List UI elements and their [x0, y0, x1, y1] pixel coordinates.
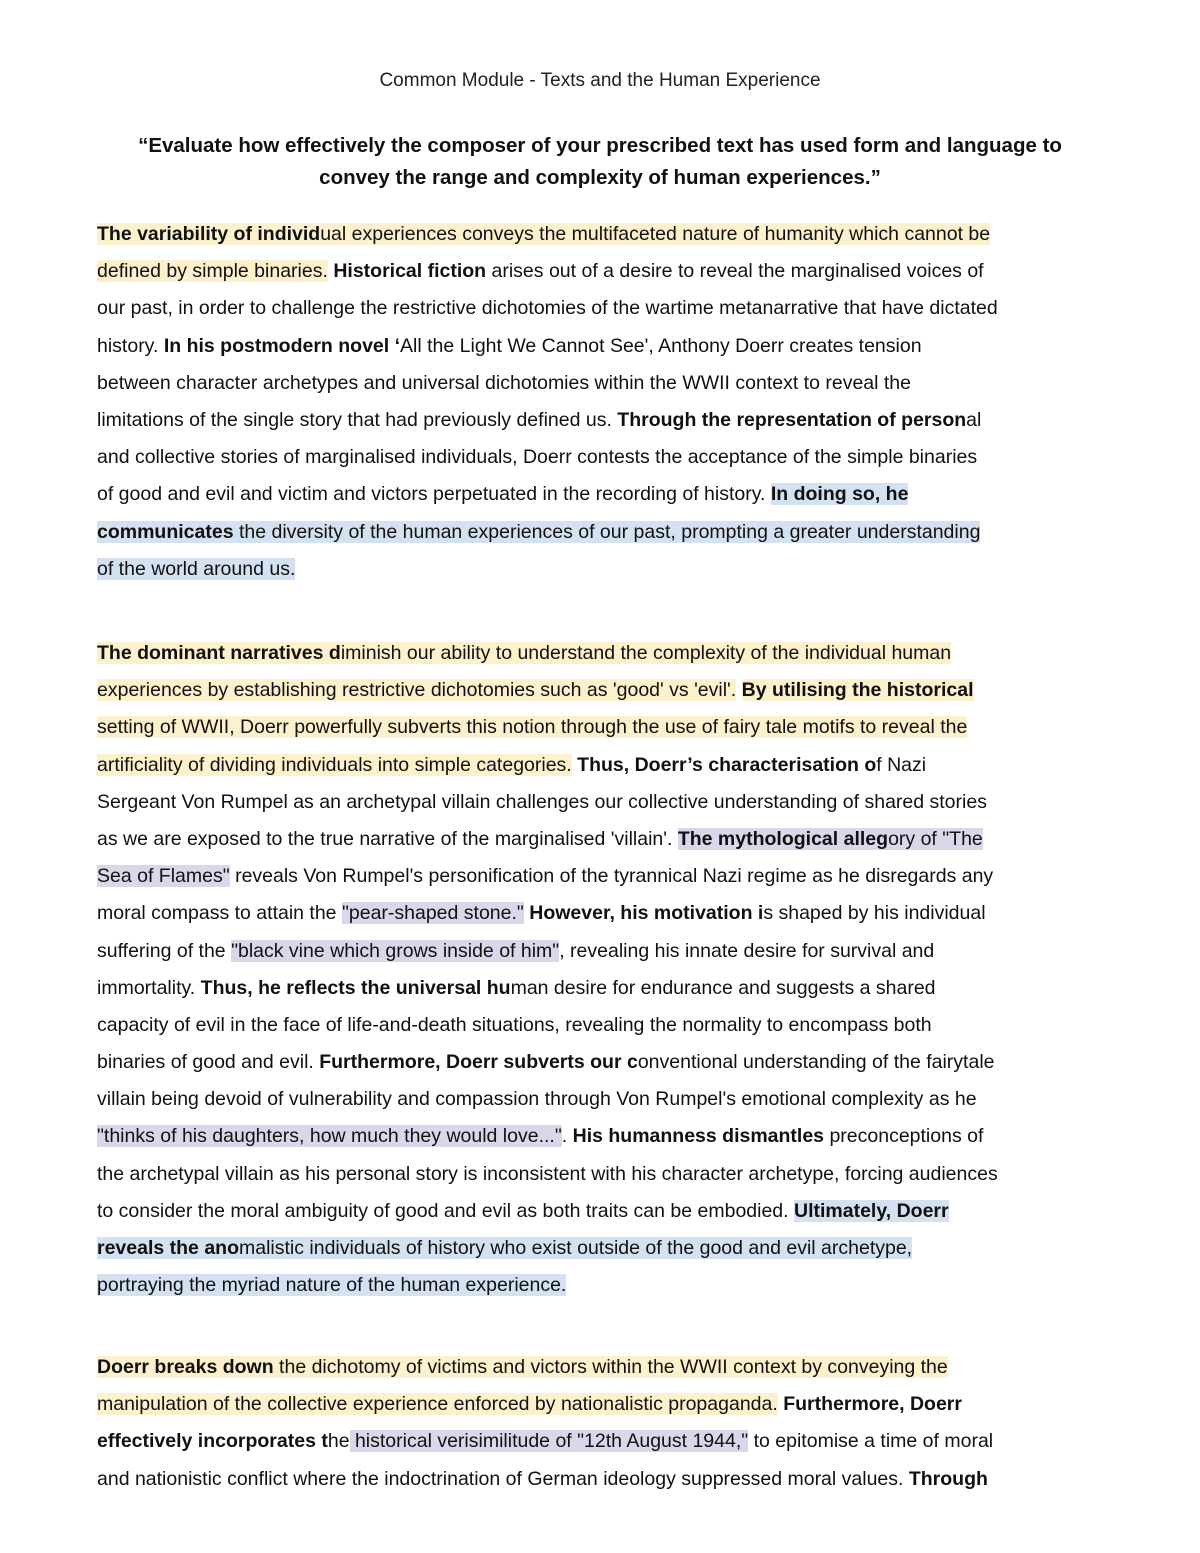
- bold-text: Furthermore, Doerr subverts our c: [319, 1051, 638, 1074]
- highlighted-text: "black vine which grows inside of him": [231, 939, 560, 962]
- highlighted-text: Sea of Flames": [97, 865, 230, 888]
- paragraph-1: [97, 216, 1107, 588]
- text-line: [97, 253, 1107, 290]
- highlighted-text: of the world around us.: [97, 557, 296, 580]
- highlighted-text: artificiality of dividing individuals into simple categories.: [97, 753, 572, 776]
- text-line: [97, 747, 1107, 784]
- highlighted-text: portraying the myriad nature of the human experience.: [97, 1274, 567, 1297]
- text-segment: capacity of evil in the face of life-and-death situations, revealing the normality to encompass both: [97, 1013, 932, 1036]
- bold-text: However, his motivation i: [529, 902, 764, 925]
- text-segment: limitations of the single story that had previously defined us.: [97, 408, 618, 431]
- text-line: [97, 821, 1107, 858]
- bold-text: Through: [908, 1467, 988, 1490]
- text-line: [97, 1044, 1107, 1081]
- bold-text: Furthermore, Doerr: [783, 1393, 962, 1416]
- highlighted-text: malistic individuals of history who exist outside of the good and evil archetype,: [238, 1237, 913, 1259]
- text-line: [97, 1193, 1107, 1230]
- text-line: [97, 514, 1107, 551]
- text-segment: of good and evil and victim and victors perpetuated in the recording of history.: [97, 483, 771, 506]
- text-line: [97, 1007, 1107, 1044]
- text-segment: immortality.: [97, 976, 201, 999]
- text-line: [97, 970, 1107, 1007]
- text-line: [97, 216, 1107, 253]
- bold-text: Thus, he reflects the universal hu: [200, 976, 511, 999]
- highlighted-text: Doerr breaks down: [97, 1356, 274, 1378]
- highlighted-text: experiences by establishing restrictive dichotomies such as 'good' vs 'evil'.: [97, 679, 737, 702]
- bold-text: Historical fiction: [333, 260, 487, 283]
- highlighted-text: The variability of individ: [97, 223, 321, 245]
- text-line: [97, 328, 1107, 365]
- highlighted-text: Ultimately, Doerr: [794, 1199, 949, 1222]
- text-line: [97, 439, 1107, 476]
- text-segment: arises out of a desire to reveal the marginalised voices of: [486, 260, 984, 283]
- highlighted-text: The mythological alleg: [677, 827, 889, 850]
- text-line: [97, 290, 1107, 327]
- text-line: [97, 895, 1107, 932]
- bold-text: Thus, Doerr’s characterisation o: [577, 753, 877, 776]
- text-line: [97, 1386, 1107, 1423]
- highlighted-text: the dichotomy of victims and victors within the WWII context by conveying the: [273, 1356, 948, 1378]
- highlighted-text: In doing so, he: [770, 483, 909, 506]
- text-segment: the archetypal villain as his personal story is inconsistent with his character archetype, forcing audiences: [97, 1162, 998, 1185]
- text-segment: .: [561, 1125, 573, 1148]
- highlighted-text: By utilising the historical: [741, 679, 974, 702]
- text-line: [97, 1230, 1107, 1267]
- text-line: [97, 858, 1107, 895]
- text-segment: onventional understanding of the fairytale: [637, 1051, 995, 1074]
- text-segment: to consider the moral ambiguity of good and evil as both traits can be embodied.: [97, 1199, 794, 1222]
- highlighted-text: communicates: [97, 520, 234, 543]
- paragraph-2: [97, 635, 1107, 1304]
- text-line: [97, 784, 1107, 821]
- highlighted-text: defined by simple binaries.: [97, 260, 328, 283]
- highlighted-text: ual experiences conveys the multifaceted nature of humanity which cannot be: [320, 223, 991, 245]
- bold-text: effectively incorporates t: [97, 1430, 328, 1453]
- text-line: [97, 1081, 1107, 1118]
- text-line: [97, 551, 1107, 588]
- text-segment: [736, 679, 741, 701]
- text-segment: as we are exposed to the true narrative of the marginalised 'villain'.: [97, 827, 678, 850]
- highlighted-text: reveals the ano: [97, 1237, 239, 1259]
- bold-text: Through the representation of person: [617, 408, 967, 431]
- text-segment: Sergeant Von Rumpel as an archetypal villain challenges our collective understanding of shared stories: [97, 790, 987, 813]
- text-line: [97, 635, 1107, 672]
- text-line: [97, 1349, 1107, 1386]
- text-segment: al: [966, 408, 982, 431]
- text-segment: f Nazi: [876, 753, 927, 776]
- text-line: [97, 1267, 1107, 1304]
- text-line: [97, 402, 1107, 439]
- text-segment: he: [327, 1430, 350, 1453]
- text-line: [97, 476, 1107, 513]
- highlighted-text: manipulation of the collective experience enforced by nationalistic propaganda.: [97, 1393, 778, 1416]
- text-line: [97, 709, 1107, 746]
- highlighted-text: historical verisimilitude of "12th August 1944,": [349, 1430, 749, 1453]
- text-segment: between character archetypes and universal dichotomies within the WWII context to reveal the: [97, 371, 911, 394]
- text-segment: our past, in order to challenge the restrictive dichotomies of the wartime metanarrative that have dictated: [97, 297, 998, 320]
- text-segment: villain being devoid of vulnerability and compassion through Von Rumpel's emotional complexity as he: [97, 1088, 977, 1111]
- text-line: [97, 1461, 1107, 1498]
- text-segment: and nationistic conflict where the indoctrination of German ideology suppressed moral values.: [97, 1467, 909, 1490]
- text-segment: history.: [97, 334, 164, 357]
- text-segment: and collective stories of marginalised individuals, Doerr contests the acceptance of the simple binaries: [97, 446, 978, 469]
- text-segment: preconceptions of: [824, 1125, 984, 1148]
- bold-text: In his postmodern novel ‘: [163, 334, 401, 357]
- highlighted-text: "pear-shaped stone.": [341, 902, 524, 925]
- text-segment: s shaped by his individual: [763, 902, 986, 925]
- text-line: [97, 1423, 1107, 1460]
- text-segment: to epitomise a time of moral: [748, 1430, 994, 1453]
- text-segment: suffering of the: [97, 939, 232, 962]
- text-line: [97, 1156, 1107, 1193]
- highlighted-text: iminish our ability to understand the complexity of the individual human: [340, 642, 952, 664]
- text-segment: , revealing his innate desire for survival and: [559, 939, 935, 962]
- text-segment: man desire for endurance and suggests a shared: [510, 976, 936, 999]
- essay-question: “Evaluate how effectively the composer of your prescribed text has used form and language to convey the range and complexity of human experiences.”: [138, 134, 1062, 189]
- text-line: [97, 672, 1107, 709]
- text-segment: reveals Von Rumpel's personification of the tyrannical Nazi regime as he disregards any: [229, 865, 994, 888]
- document-header: Common Module - Texts and the Human Experience: [379, 70, 821, 91]
- text-segment: All the Light We Cannot See', Anthony Doerr creates tension: [400, 334, 922, 357]
- text-line: [97, 365, 1107, 402]
- highlighted-text: The dominant narratives d: [97, 642, 341, 664]
- bold-text: His humanness dismantles: [572, 1125, 825, 1148]
- highlighted-text: the diversity of the human experiences of our past, prompting a greater understanding: [233, 520, 981, 543]
- text-line: [97, 1118, 1107, 1155]
- highlighted-text: ory of "The: [888, 827, 983, 850]
- text-line: [97, 933, 1107, 970]
- paragraph-3: [97, 1349, 1107, 1498]
- text-segment: moral compass to attain the: [97, 902, 342, 925]
- text-segment: binaries of good and evil.: [97, 1051, 320, 1074]
- highlighted-text: setting of WWII, Doerr powerfully subverts this notion through the use of fairy tale motifs to reveal the: [97, 716, 968, 739]
- highlighted-text: "thinks of his daughters, how much they would love...": [97, 1125, 562, 1148]
